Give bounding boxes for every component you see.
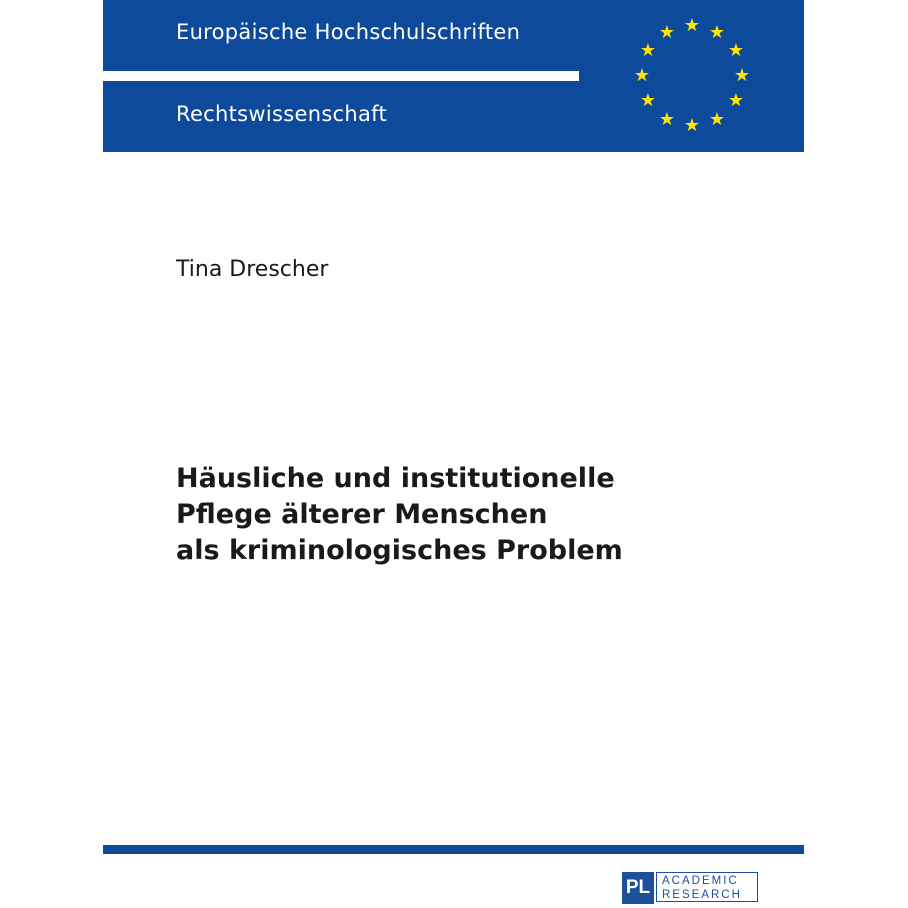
banner-divider [103, 71, 579, 81]
star-icon: ★ [727, 40, 745, 61]
star-icon: ★ [708, 22, 726, 43]
author-name: Tina Drescher [176, 257, 329, 282]
star-icon: ★ [733, 65, 751, 86]
series-subtitle: Rechtswissenschaft [176, 102, 388, 126]
book-title-line: Pflege älterer Menschen [176, 499, 548, 530]
star-icon: ★ [639, 90, 657, 111]
imprint-line: RESEARCH [662, 889, 742, 901]
star-icon: ★ [708, 109, 726, 130]
star-icon: ★ [683, 115, 701, 136]
star-icon: ★ [633, 65, 651, 86]
book-title [176, 461, 736, 569]
book-title-line: Häusliche und institutionelle [176, 463, 615, 494]
publisher-imprint [656, 872, 758, 902]
star-icon: ★ [683, 15, 701, 36]
series-title: Europäische Hochschulschriften [176, 20, 521, 44]
publisher-mark: PL [622, 872, 654, 904]
star-icon: ★ [639, 40, 657, 61]
series-banner [103, 0, 804, 152]
star-icon: ★ [727, 90, 745, 111]
star-icon: ★ [658, 109, 676, 130]
bottom-rule [103, 845, 804, 854]
book-title-line: als kriminologisches Problem [176, 535, 623, 566]
eu-stars-icon [627, 10, 757, 140]
imprint-line: ACADEMIC [662, 875, 739, 887]
star-icon: ★ [658, 22, 676, 43]
